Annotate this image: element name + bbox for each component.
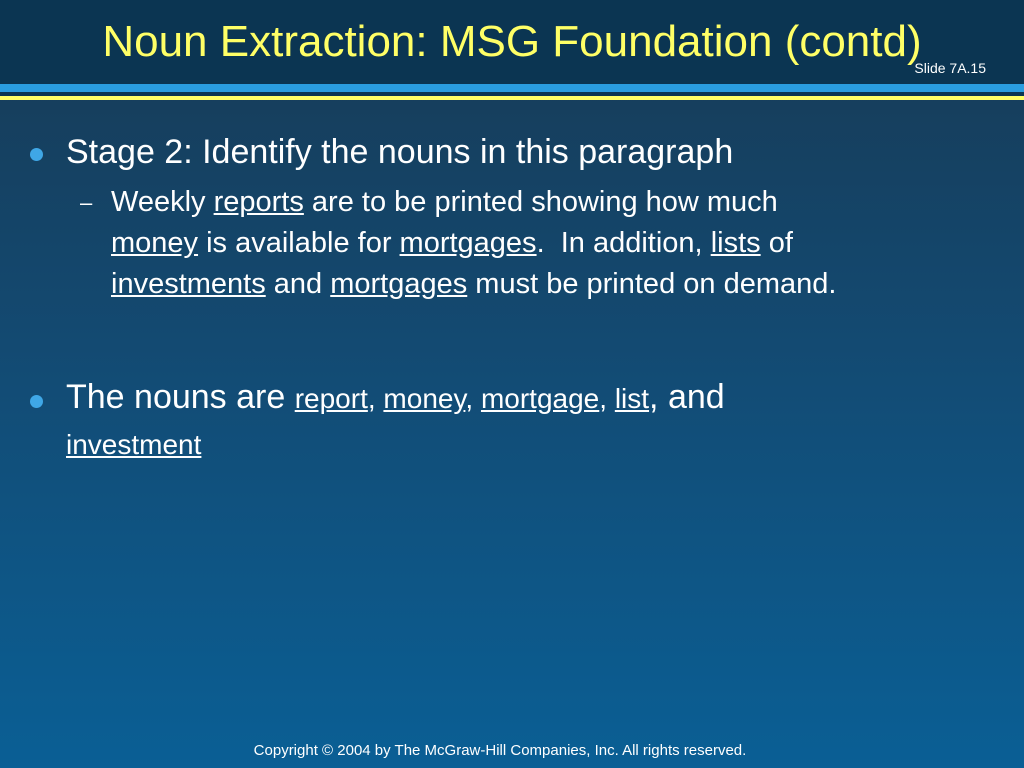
bullet-dot-icon bbox=[30, 148, 43, 161]
text-segment: The nouns are bbox=[66, 378, 295, 416]
noun-money: money bbox=[111, 227, 199, 259]
text-segment: , bbox=[465, 383, 481, 414]
text-segment: of bbox=[760, 227, 793, 259]
bullet-text bbox=[66, 375, 986, 467]
noun-investment: investment bbox=[66, 429, 202, 460]
noun-mortgages: mortgages bbox=[399, 227, 537, 259]
noun-mortgage: mortgage bbox=[480, 383, 600, 414]
text-segment: , bbox=[367, 383, 384, 414]
text-segment: and bbox=[265, 268, 331, 300]
nouns-line-1 bbox=[66, 375, 986, 421]
noun-investments: investments bbox=[111, 268, 266, 300]
noun-mortgages-2: mortgages bbox=[330, 268, 468, 300]
noun-list: list bbox=[614, 383, 650, 414]
nouns-line-2 bbox=[66, 421, 986, 467]
text-segment: must be printed on demand. bbox=[467, 268, 837, 300]
paragraph-line-2 bbox=[111, 223, 991, 264]
text-segment: is available for bbox=[198, 227, 400, 259]
paragraph-line-3 bbox=[111, 264, 991, 305]
noun-lists: lists bbox=[710, 227, 761, 259]
slide-title: Noun Extraction: MSG Foundation (contd) bbox=[102, 17, 922, 66]
noun-reports: reports bbox=[213, 186, 304, 218]
bullet-dot-icon bbox=[30, 395, 43, 408]
text-segment: Weekly bbox=[111, 186, 214, 218]
text-segment: . In addition, bbox=[536, 227, 711, 259]
sub-bullet-dash-icon: – bbox=[80, 190, 93, 215]
title-divider-blue bbox=[0, 84, 1024, 92]
paragraph-line-1 bbox=[111, 182, 991, 223]
text-segment: , bbox=[599, 383, 615, 414]
text-segment: are to be printed showing how much bbox=[303, 186, 778, 218]
text-segment: , and bbox=[649, 378, 725, 416]
sub-bullet-paragraph bbox=[111, 182, 991, 305]
title-divider-yellow bbox=[0, 96, 1024, 100]
copyright-footer: Copyright © 2004 by The McGraw-Hill Companies, Inc. All rights reserved. bbox=[253, 742, 747, 759]
slide-number: Slide 7A.15 bbox=[914, 60, 986, 76]
noun-report: report bbox=[294, 383, 368, 414]
noun-money: money bbox=[383, 383, 466, 414]
bullet-text: Stage 2: Identify the nouns in this paragraph bbox=[66, 133, 734, 171]
